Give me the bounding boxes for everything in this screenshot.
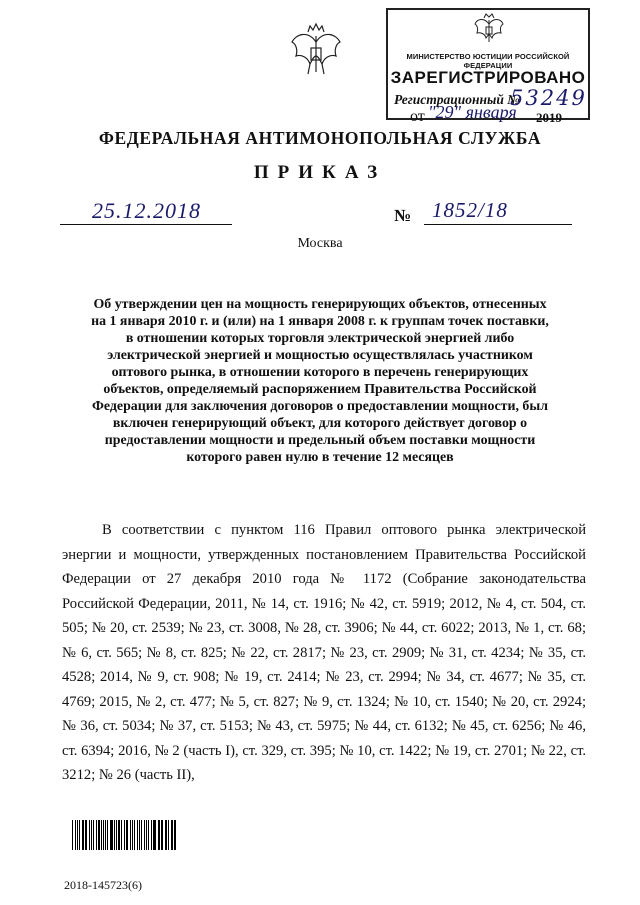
- barcode-bar: [159, 820, 160, 850]
- barcode-bar: [79, 820, 80, 850]
- barcode-bar: [77, 820, 78, 850]
- barcode-bar: [105, 820, 106, 850]
- barcode-bar: [82, 820, 84, 850]
- barcode-bar: [126, 820, 127, 850]
- barcode-bar: [139, 820, 141, 850]
- stamp-reg-number: 53249: [510, 86, 587, 110]
- number-sign: №: [394, 206, 412, 225]
- number-underline: [424, 224, 572, 225]
- barcode-bar: [116, 820, 117, 850]
- document-id: 2018-145723(6): [64, 878, 142, 892]
- barcode-bar: [151, 820, 152, 850]
- barcode-bar: [72, 820, 73, 850]
- barcode-bar: [114, 820, 115, 850]
- order-date: 25.12.2018: [92, 198, 201, 223]
- barcode-bar: [165, 820, 166, 850]
- barcode-bar: [75, 820, 76, 850]
- body-paragraph: В соответствии с пунктом 116 Правил оптового рынка электрической энергии и мощности, утвержденных постановлением Правительства Российской Федерации от 27 декабря 2010 года № 1172 (Собрание законодательства Российской Федерации, 2011, № 14, ст. 1916; № 42, ст. 5919; 2012, № 4, ст. 504, ст. 505; № 20, ст. 2539; № 23, ст. 3008, № 28, ст. 3906; № 44, ст. 6022; 2013, № 1, ст. 68; № 6, ст. 565; № 8, ст. 825; № 22, ст. 2817; № 23, ст. 2909; № 31, ст. 4234; № 35, ст. 4528; 2014, № 9, ст. 908; № 19, ст. 2414; № 23, ст. 2994; № 34, ст. 4677; № 35, ст. 4769; 2015, № 2, ст. 477; № 5, ст. 827; № 9, ст. 1324; № 10, ст. 1540; № 20, ст. 2924; № 36, ст. 5034; № 37, ст. 5153; № 43, ст. 5975; № 44, ст. 6132; № 45, ст. 6256; № 46, ст. 6394; 2016, № 2 (часть I), ст. 329, ст. 395; № 10, ст. 1422; № 19, ст. 2701; № 22, ст. 3212; № 26 (часть II),: [62, 522, 586, 783]
- date-underline: [60, 224, 232, 225]
- stamp-date-handwritten: "29" января: [428, 102, 517, 122]
- barcode-bar: [144, 820, 145, 850]
- stamp-date-prefix: от: [410, 108, 425, 125]
- barcode: [72, 820, 178, 850]
- body-text: [62, 518, 586, 788]
- stamp-date-year: 2019: [536, 110, 562, 125]
- order-number: 1852/18: [432, 198, 508, 222]
- barcode-bar: [127, 820, 128, 850]
- barcode-bar: [161, 820, 163, 850]
- barcode-bar: [130, 820, 131, 850]
- barcode-bar: [153, 820, 154, 850]
- barcode-bar: [107, 820, 108, 850]
- barcode-bar: [168, 820, 169, 850]
- barcode-bar: [166, 820, 167, 850]
- agency-name: ФЕДЕРАЛЬНАЯ АНТИМОНОПОЛЬНАЯ СЛУЖБА: [98, 128, 542, 148]
- barcode-bar: [98, 820, 100, 850]
- barcode-bar: [148, 820, 149, 850]
- barcode-bar: [146, 820, 147, 850]
- barcode-bar: [134, 820, 135, 850]
- barcode-bar: [86, 820, 87, 850]
- stamp-ministry-text: МИНИСТЕРСТВО ЮСТИЦИИ РОССИЙСКОЙ ФЕДЕРАЦИИ: [406, 52, 570, 70]
- barcode-bar: [110, 820, 111, 850]
- stamp-emblem-icon: [472, 12, 506, 46]
- barcode-bar: [118, 820, 120, 850]
- barcode-bar: [96, 820, 97, 850]
- barcode-bar: [101, 820, 102, 850]
- barcode-bar: [121, 820, 122, 850]
- barcode-bar: [91, 820, 92, 850]
- barcode-bar: [158, 820, 159, 850]
- barcode-bar: [124, 820, 125, 850]
- barcode-bar: [171, 820, 172, 850]
- barcode-bar: [141, 820, 142, 850]
- barcode-bar: [137, 820, 138, 850]
- barcode-bar: [103, 820, 104, 850]
- barcode-bar: [154, 820, 155, 850]
- barcode-bar: [174, 820, 175, 850]
- city: Москва: [297, 236, 343, 251]
- barcode-bar: [89, 820, 90, 850]
- barcode-bar: [93, 820, 94, 850]
- stamp-reg-label: Регистрационный №: [394, 92, 520, 107]
- order-subject: Об утверждении цен на мощность генерирующих объектов, отнесенных на 1 января 2010 г. и (или) на 1 января 2008 г. к группам точек поставки, в отношении которых торговля электрической энергией либо электрической энергией и мощностью осуществлялась участником оптового рынка, в отношении которого в перечень генерирующих объектов, определяемый распоряжением Правительства Российской Федерации для заключения договоров о предоставлении мощности, был включен генерирующий объект, для которого действует договор о предоставлении мощности и предельный объем поставки мощности которого равен нулю в течение 12 месяцев: [91, 297, 549, 465]
- barcode-bar: [85, 820, 86, 850]
- barcode-bar: [111, 820, 112, 850]
- barcode-bar: [132, 820, 133, 850]
- barcode-bar: [175, 820, 176, 850]
- coat-of-arms-emblem: [286, 20, 346, 80]
- stamp-registered-text: ЗАРЕГИСТРИРОВАНО: [390, 68, 586, 87]
- document-title: ПРИКАЗ: [253, 162, 387, 183]
